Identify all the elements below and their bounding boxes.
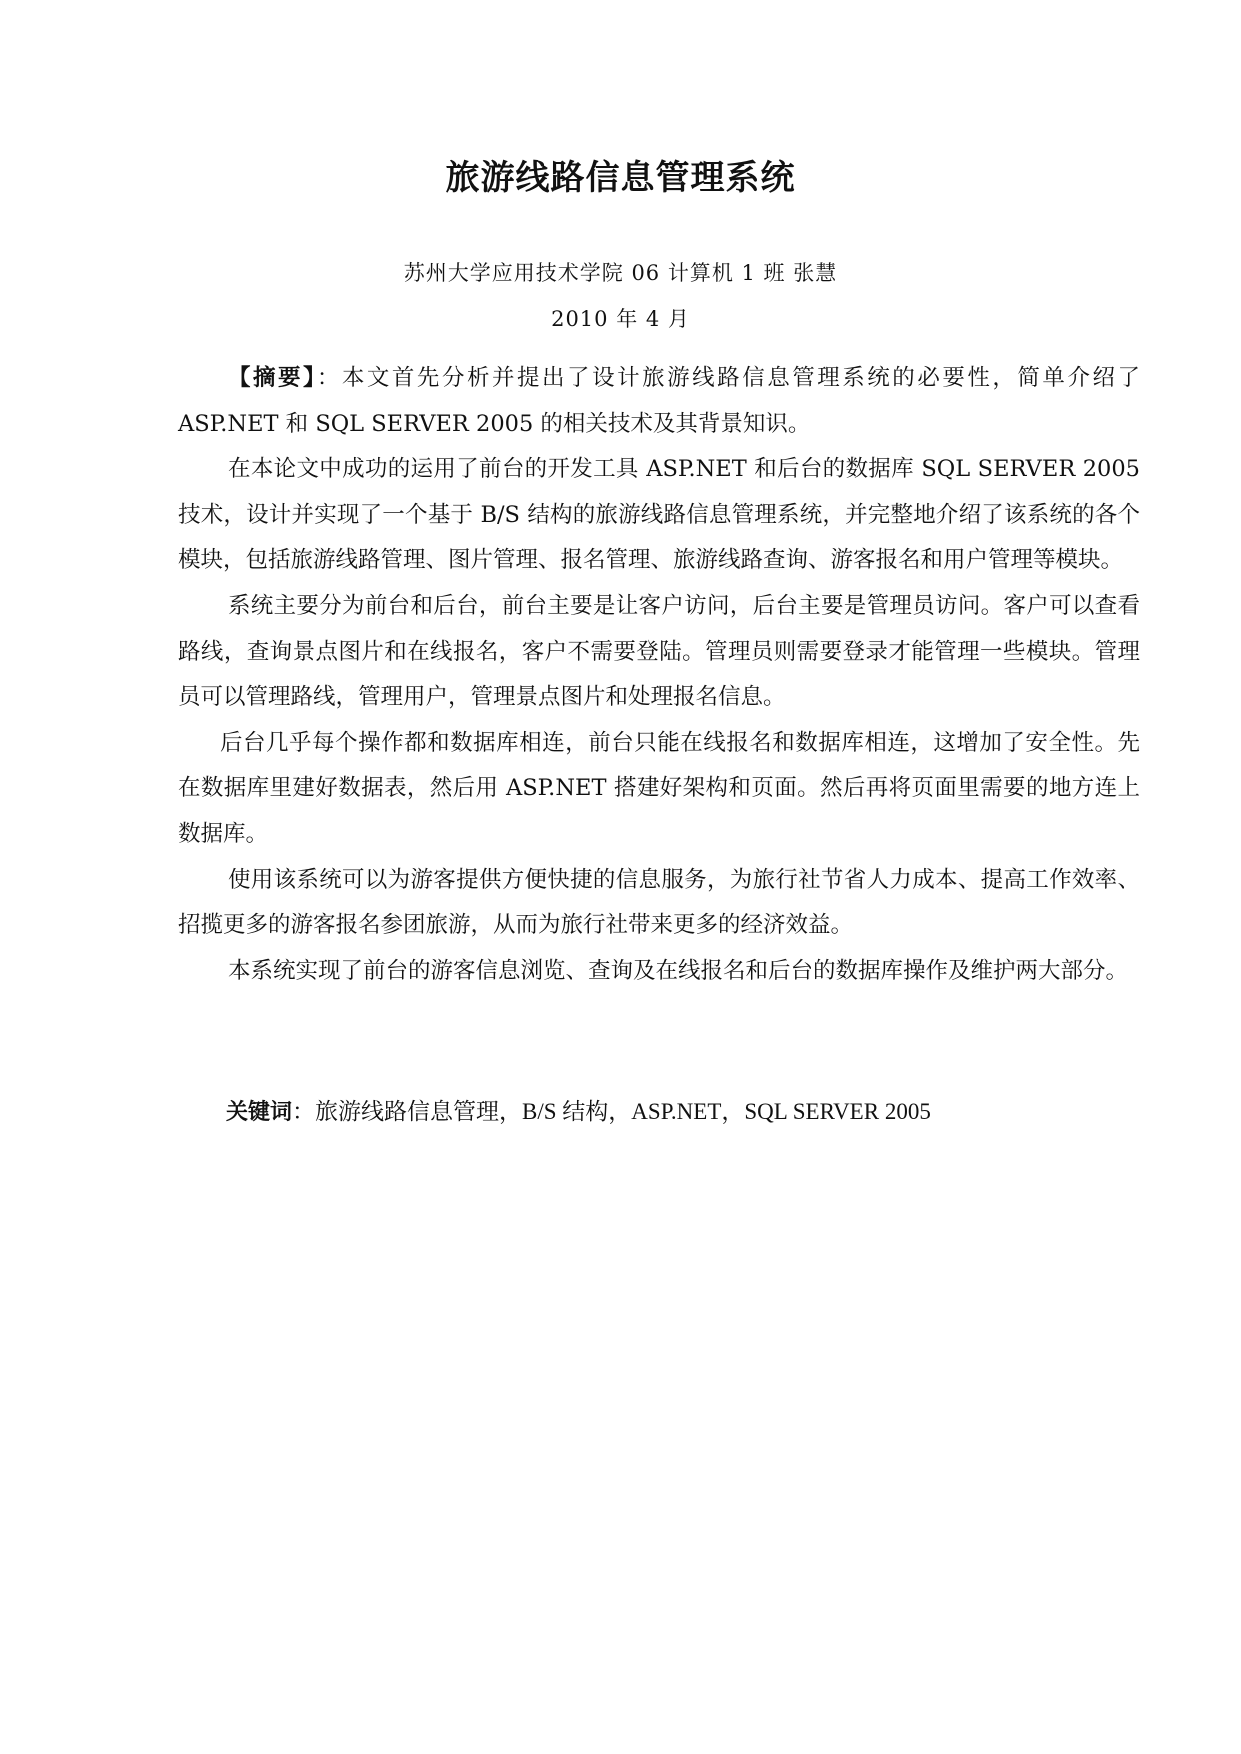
abstract-label: 【摘要】 xyxy=(228,365,317,391)
abstract-paragraph xyxy=(178,356,1140,447)
body-paragraph-2: 系统主要分为前台和后台，前台主要是让客户访问，后台主要是管理员访问。客户可以查看路线，查询景点图片和在线报名，客户不需要登陆。管理员则需要登录才能管理一些模块。管理员可以管理路线，管理用户，管理景点图片和处理报名信息。 xyxy=(178,592,1140,711)
keywords-text: 旅游线路信息管理，B/S 结构，ASP.NET，SQL SERVER 2005 xyxy=(315,1099,931,1124)
abstract-body xyxy=(178,356,1140,994)
abstract-text: 本文首先分析并提出了设计旅游线路信息管理系统的必要性，简单介绍了ASP.NET 和 SQL SERVER 2005 的相关技术及其背景知识。 xyxy=(178,365,1140,437)
body-paragraph-1: 在本论文中成功的运用了前台的开发工具 ASP.NET 和后台的数据库 SQL SERVER 2005 技术，设计并实现了一个基于 B/S 结构的旅游线路信息管理系统，并完整地介绍了该系统的各个模块，包括旅游线路管理、图片管理、报名管理、旅游线路查询、游客报名和用户管理等模块。 xyxy=(178,456,1140,574)
body-paragraph-3: 后台几乎每个操作都和数据库相连，前台只能在线报名和数据库相连，这增加了安全性。先在数据库里建好数据表，然后用 ASP.NET 搭建好架构和页面。然后再将页面里需要的地方连上数据库。 xyxy=(178,729,1140,847)
keywords-line xyxy=(226,1092,931,1133)
body-paragraph-4: 使用该系统可以为游客提供方便快捷的信息服务，为旅行社节省人力成本、提高工作效率、招揽更多的游客报名参团旅游，从而为旅行社带来更多的经济效益。 xyxy=(178,866,1140,939)
keywords-label-separator: ： xyxy=(292,1099,316,1124)
body-paragraph-5: 本系统实现了前台的游客信息浏览、查询及在线报名和后台的数据库操作及维护两大部分。 xyxy=(228,957,1129,984)
keywords-label: 关键词 xyxy=(226,1100,293,1125)
abstract-label-separator: ： xyxy=(316,365,342,391)
paper-title: 旅游线路信息管理系统 xyxy=(445,158,796,198)
author-line: 苏州大学应用技术学院 06 计算机 1 班 张慧 xyxy=(403,261,838,285)
publication-date: 2010 年 4 月 xyxy=(551,307,690,331)
